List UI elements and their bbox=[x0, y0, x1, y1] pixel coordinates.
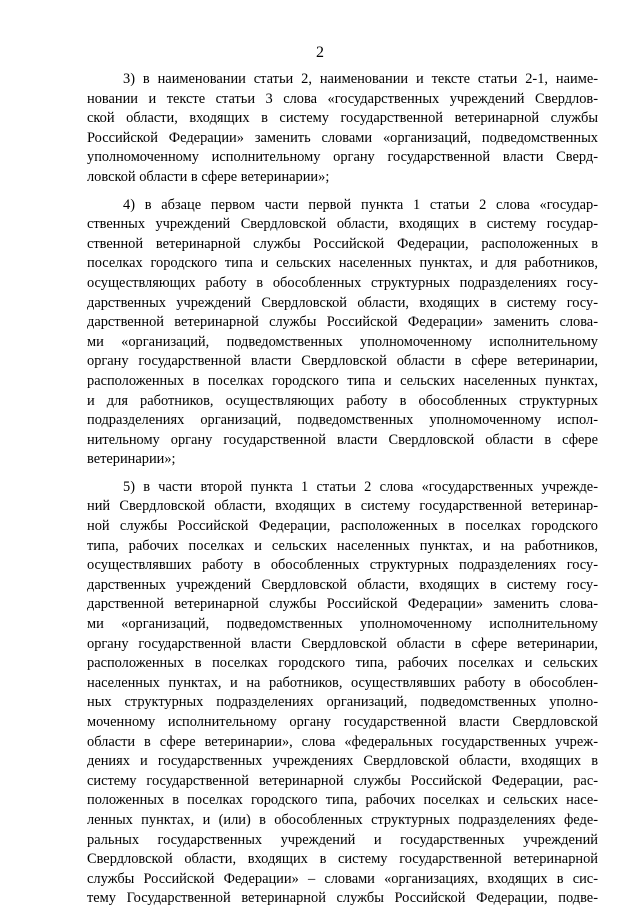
text-line: ской области, входящих в систему государственной ветеринарной службы bbox=[87, 110, 598, 127]
text-line: ми «организаций, подведомственных уполномоченному исполнительному bbox=[87, 333, 598, 350]
text-line: моченному исполнительному органу государственной власти Свердловской bbox=[87, 714, 598, 730]
text-line: органу государственной власти Свердловской области в сфере ветеринарии, bbox=[87, 635, 598, 652]
text-line: ний Свердловской области, входящих в систему государственной ветеринар- bbox=[87, 498, 598, 515]
text-line: органу государственной власти Свердловской области в сфере ветеринарии, bbox=[87, 353, 598, 370]
text-line: тему Государственной ветеринарной службы Российской Федерации, подве- bbox=[87, 890, 598, 907]
paragraph-4 bbox=[87, 196, 598, 470]
paragraph-5 bbox=[87, 478, 598, 909]
text-line: ленных пунктах, и (или) в обособленных структурных подразделениях феде- bbox=[87, 811, 598, 828]
text-line: типа, рабочих поселках и сельских населенных пунктах, и на работников, bbox=[87, 537, 598, 554]
text-line: ственной ветеринарной службы Российской Федерации, расположенных в bbox=[87, 235, 598, 252]
text-line: подразделениях организаций, подведомственных уполномоченному испол- bbox=[87, 412, 598, 429]
text-line: 3) в наименовании статьи 2, наименовании и тексте статьи 2-1, наиме- bbox=[123, 71, 598, 87]
text-line: 5) в части второй пункта 1 статьи 2 слова «государственных учрежде- bbox=[123, 478, 598, 495]
text-line: ных структурных подразделениях организаций, подведомственных уполно- bbox=[87, 694, 598, 711]
document-body bbox=[87, 70, 598, 909]
text-line: дарственной ветеринарной службы Российской Федерации» заменить слова- bbox=[87, 314, 598, 331]
text-line: ной службы Российской Федерации, расположенных в поселках городского bbox=[87, 518, 598, 535]
text-line: нительному органу государственной власти Свердловской области в сфере bbox=[87, 431, 598, 448]
text-line: службы Российской Федерации» – словами «организациях, входящих в сис- bbox=[87, 870, 598, 887]
text-line: ральных государственных учреждений и государственных учреждений bbox=[87, 831, 598, 848]
page-number: 2 bbox=[316, 44, 324, 61]
text-line: дарственных учреждений Свердловской области, входящих в систему госу- bbox=[87, 576, 598, 593]
text-line: дарственных учреждений Свердловской области, входящих в систему госу- bbox=[87, 294, 598, 311]
text-line: осуществляющих работу в обособленных структурных подразделениях госу- bbox=[87, 274, 598, 291]
text-line: Свердловской области, входящих в систему государственной ветеринарной bbox=[87, 851, 598, 868]
text-line: населенных пунктах, и на работников, осуществлявших работу в обособлен- bbox=[87, 674, 598, 691]
paragraph-3 bbox=[87, 70, 598, 188]
text-line: положенных в поселках городского типа, рабочих поселках и сельских насе- bbox=[87, 792, 598, 809]
text-line: 4) в абзаце первом части первой пункта 1 статьи 2 слова «государ- bbox=[123, 196, 598, 213]
text-line: и для работников, осуществляющих работу в обособленных структурных bbox=[87, 392, 598, 409]
text-line: систему государственной ветеринарной службы Российской Федерации, рас- bbox=[87, 772, 598, 789]
text-line: новании и тексте статьи 3 слова «государственных учреждений Свердлов- bbox=[87, 90, 598, 107]
text-line: Российской Федерации» заменить словами «организаций, подведомственных bbox=[87, 129, 598, 146]
text-line: дарственной ветеринарной службы Российской Федерации» заменить слова- bbox=[87, 596, 598, 613]
text-line: ственных учреждений Свердловской области, входящих в систему государ- bbox=[87, 216, 598, 233]
text-line: дениях и государственных учреждениях Свердловской области, входящих в bbox=[87, 753, 598, 770]
text-line: ловской области в сфере ветеринарии»; bbox=[87, 168, 330, 185]
text-line: осуществлявших работу в обособленных структурных подразделениях госу- bbox=[87, 557, 598, 574]
text-line: ми «организаций, подведомственных уполномоченному исполнительному bbox=[87, 616, 598, 633]
text-line: области в сфере ветеринарии», слова «федеральных государственных учреж- bbox=[87, 733, 598, 750]
text-line: поселках городского типа и сельских населенных пунктах, и для работников, bbox=[87, 255, 598, 272]
text-line: расположенных в поселках городского типа, рабочих поселках и сельских bbox=[87, 655, 598, 672]
text-line: расположенных в поселках городского типа и сельских населенных пунктах, bbox=[87, 372, 598, 389]
text-line: уполномоченному исполнительному органу государственной власти Сверд- bbox=[87, 149, 598, 166]
text-line: ветеринарии»; bbox=[87, 451, 176, 468]
